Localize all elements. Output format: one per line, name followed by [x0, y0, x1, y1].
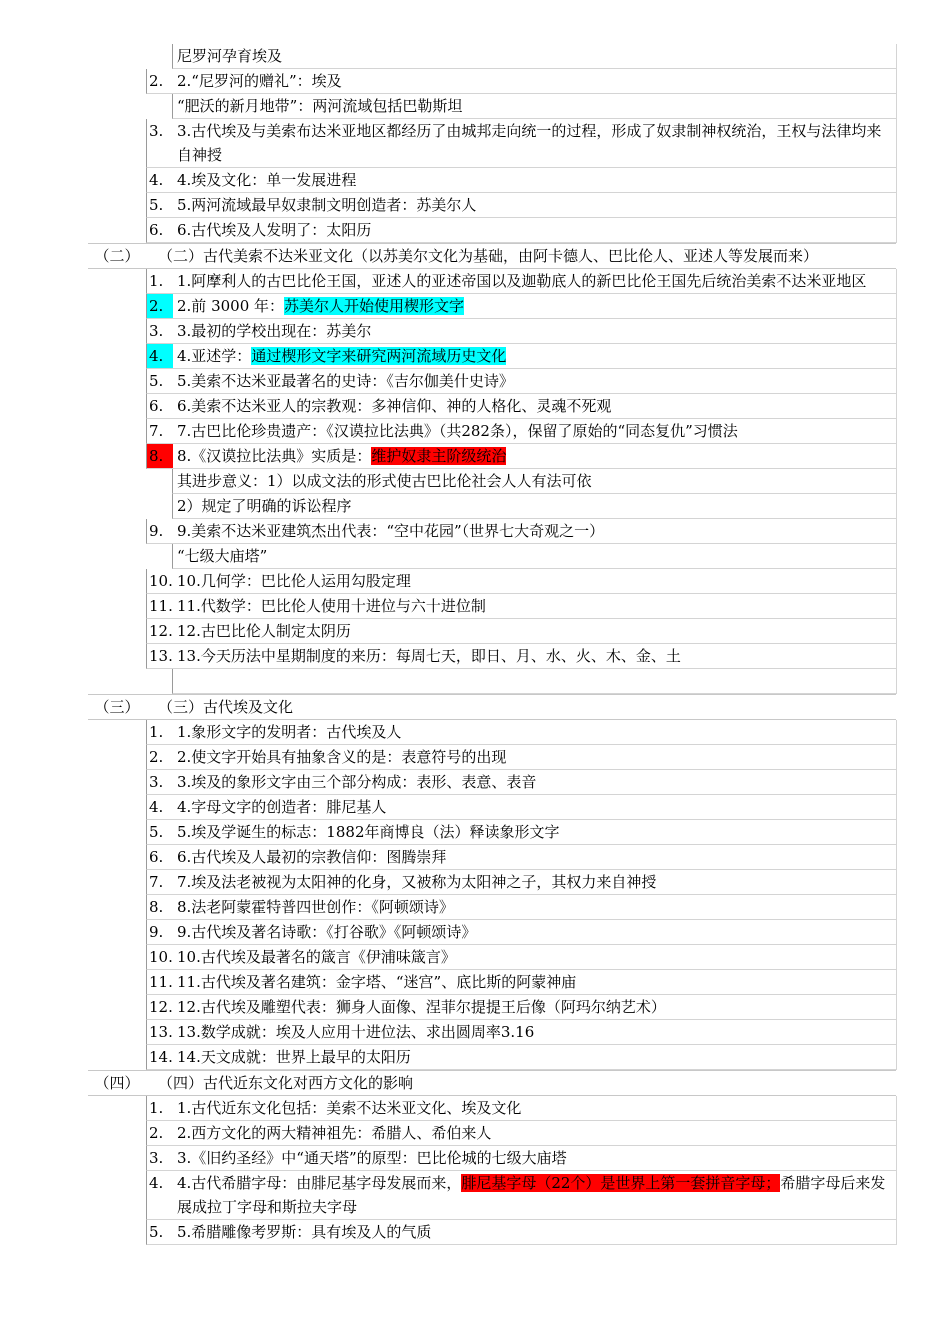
- item-text: 6.美索不达米亚人的宗教观：多神信仰、神的人格化、灵魂不死观: [177, 397, 612, 415]
- item-text: 7.古巴比伦珍贵遗产：《汉谟拉比法典》（共282条），保留了原始的“同态复仇”习惯法: [177, 422, 738, 440]
- item-number: 8.: [147, 444, 173, 468]
- list-item: [146, 269, 897, 294]
- list-item: [146, 1171, 897, 1220]
- item-number: 6.: [149, 221, 164, 239]
- item-text-lead: 4.古代希腊字母：由腓尼基字母发展而来，: [177, 1174, 462, 1192]
- item-number: 1.: [149, 272, 164, 290]
- item-number: 4.: [149, 1174, 164, 1192]
- item-number: 3.: [149, 1149, 164, 1167]
- item-number: 11.: [149, 973, 173, 991]
- list-item: [146, 319, 897, 344]
- list-item: [146, 619, 897, 644]
- item-text: 8.法老阿蒙霍特普四世创作：《阿顿颂诗》: [177, 898, 454, 916]
- item-number: 2.: [147, 294, 173, 318]
- highlighted-text: 通过楔形文字来研究两河流域历史文化: [251, 347, 507, 365]
- item-number: 4.: [147, 344, 173, 368]
- item-text: 2.西方文化的两大精神祖先：希腊人、希伯来人: [177, 1124, 492, 1142]
- item-number: 7.: [149, 422, 164, 440]
- item-number: 6.: [149, 848, 164, 866]
- item-number: 4.: [149, 798, 164, 816]
- item-number: 2.: [149, 1124, 164, 1142]
- section-number: （四）: [94, 1074, 140, 1092]
- item-number: 3.: [149, 122, 164, 140]
- list-item: [146, 795, 897, 820]
- highlighted-text: 腓尼基字母（22个）是世界上第一套拼音字母；: [461, 1174, 781, 1192]
- item-number: 8.: [149, 898, 164, 916]
- item-number: 7.: [149, 873, 164, 891]
- item-text: 2.“尼罗河的赠礼”：埃及: [177, 72, 342, 90]
- item-text-lead: 2.前 3000 年：: [177, 297, 285, 315]
- item-number: 11.: [149, 597, 173, 615]
- item-text: “肥沃的新月地带”：两河流域包括巴勒斯坦: [177, 97, 463, 115]
- list-item: [146, 895, 897, 920]
- item-text: 14.天文成就：世界上最早的太阳历: [177, 1048, 411, 1066]
- item-text: 其进步意义：1）以成文法的形式使古巴比伦社会人人有法可依: [177, 472, 592, 490]
- item-text: 12.古巴比伦人制定太阴历: [177, 622, 351, 640]
- item-number: 1.: [149, 723, 164, 741]
- continuation-row: [172, 94, 897, 119]
- list-item: [146, 419, 897, 444]
- list-item: [146, 394, 897, 419]
- section-title: （三）古代埃及文化: [158, 698, 294, 716]
- list-item: [146, 369, 897, 394]
- continuation-row: [172, 544, 897, 569]
- item-number: 3.: [149, 773, 164, 791]
- item-number: 5.: [149, 372, 164, 390]
- list-item: [146, 444, 897, 469]
- item-text: 5.埃及学诞生的标志：1882年商博良（法）释读象形文字: [177, 823, 560, 841]
- list-item: [146, 1020, 897, 1045]
- list-item: [146, 119, 897, 168]
- list-item: [146, 870, 897, 895]
- list-item: [146, 770, 897, 795]
- list-item: [146, 294, 897, 319]
- item-text: 2）规定了明确的诉讼程序: [177, 497, 352, 515]
- list-item: [146, 995, 897, 1020]
- item-text: [175, 1171, 896, 1219]
- item-text: 5.两河流域最早奴隶制文明创造者：苏美尔人: [177, 196, 477, 214]
- list-item: [146, 69, 897, 94]
- item-text: 4.字母文字的创造者：腓尼基人: [177, 798, 387, 816]
- list-item: [146, 644, 897, 669]
- item-number: 10.: [149, 948, 173, 966]
- item-number: 4.: [149, 171, 164, 189]
- list-item: [146, 820, 897, 845]
- item-text: 12.古代埃及雕塑代表：狮身人面像、涅菲尔提提王后像（阿玛尔纳艺术）: [177, 998, 666, 1016]
- section-list: [88, 720, 896, 1070]
- blank-row: [172, 669, 897, 694]
- section-heading: [88, 243, 896, 269]
- section-title: （四）古代近东文化对西方文化的影响: [158, 1074, 414, 1092]
- item-number: 1.: [149, 1099, 164, 1117]
- item-text: 3.古代埃及与美索布达米亚地区都经历了由城邦走向统一的过程，形成了奴隶制神权统治，王权与法律均来自神授: [177, 122, 882, 164]
- item-text-lead: 8.《汉谟拉比法典》实质是：: [177, 447, 372, 465]
- item-text: 3.最初的学校出现在：苏美尔: [177, 322, 372, 340]
- item-text: 11.古代埃及著名建筑：金字塔、“迷宫”、底比斯的阿蒙神庙: [177, 973, 577, 991]
- item-number: 6.: [149, 397, 164, 415]
- list-item: [146, 1096, 897, 1121]
- list-item: [146, 168, 897, 193]
- item-text: 1.古代近东文化包括：美索不达米亚文化、埃及文化: [177, 1099, 522, 1117]
- list-item: [146, 218, 897, 243]
- item-text: 13.今天历法中星期制度的来历：每周七天，即日、月、水、火、木、金、土: [177, 647, 681, 665]
- item-text: “七级大庙塔”: [177, 547, 268, 565]
- section-number: （二）: [94, 247, 140, 265]
- item-text: 5.希腊雕像考罗斯：具有埃及人的气质: [177, 1223, 432, 1241]
- section-number: （三）: [94, 698, 140, 716]
- list-item: [146, 519, 897, 544]
- item-text: 13.数学成就：埃及人应用十进位法、求出圆周率3.16: [177, 1023, 535, 1041]
- list-item: [146, 970, 897, 995]
- item-text: 5.美索不达米亚最著名的史诗：《吉尔伽美什史诗》: [177, 372, 514, 390]
- list-item: [146, 193, 897, 218]
- list-item: [146, 344, 897, 369]
- item-text-lead: 4.亚述学：: [177, 347, 252, 365]
- continuation-row: [172, 469, 897, 494]
- item-text: 9.古代埃及著名诗歌：《打谷歌》《阿顿颂诗》: [177, 923, 477, 941]
- list-item: [146, 594, 897, 619]
- item-text: 3.《旧约圣经》中“通天塔”的原型：巴比伦城的七级大庙塔: [177, 1149, 567, 1167]
- item-number: 2.: [149, 748, 164, 766]
- item-text: 3.埃及的象形文字由三个部分构成：表形、表意、表音: [177, 773, 537, 791]
- list-item: [146, 845, 897, 870]
- section-title: （二）古代美索不达米亚文化（以苏美尔文化为基础，由阿卡德人、巴比伦人、亚述人等发展而来）: [158, 247, 819, 265]
- highlighted-text: 苏美尔人开始使用楔形文字: [284, 297, 465, 315]
- item-text: [175, 344, 896, 368]
- item-number: 14.: [149, 1048, 173, 1066]
- list-item: [146, 1146, 897, 1171]
- section-heading: [88, 694, 896, 720]
- item-number: 10.: [149, 572, 173, 590]
- item-text: 6.古代埃及人发明了：太阳历: [177, 221, 372, 239]
- item-text: 7.埃及法老被视为太阳神的化身，又被称为太阳神之子，其权力来自神授: [177, 873, 657, 891]
- item-text: 9.美索不达米亚建筑杰出代表：“空中花园”（世界七大奇观之一）: [177, 522, 605, 540]
- list-item: [146, 1121, 897, 1146]
- highlighted-text: 维护奴隶主阶级统治: [371, 447, 507, 465]
- item-number: 13.: [149, 1023, 173, 1041]
- section-heading: [88, 1070, 896, 1096]
- item-text: [175, 294, 896, 318]
- item-text: 2.使文字开始具有抽象含义的是：表意符号的出现: [177, 748, 507, 766]
- item-number: 2.: [149, 72, 164, 90]
- item-number: 3.: [149, 322, 164, 340]
- list-item: [146, 745, 897, 770]
- item-text: 10.古代埃及最著名的箴言《伊浦味箴言》: [177, 948, 456, 966]
- list-item: [146, 945, 897, 970]
- list-item: [146, 920, 897, 945]
- item-text: 4.埃及文化：单一发展进程: [177, 171, 357, 189]
- document: [88, 44, 896, 1245]
- item-text: [175, 444, 896, 468]
- item-number: 12.: [149, 998, 173, 1016]
- item-number: 9.: [149, 923, 164, 941]
- continuation-row: [172, 44, 897, 69]
- list-item: [146, 1220, 897, 1245]
- item-number: 5.: [149, 823, 164, 841]
- item-number: 12.: [149, 622, 173, 640]
- item-number: 9.: [149, 522, 164, 540]
- item-text: 6.古代埃及人最初的宗教信仰：图腾崇拜: [177, 848, 447, 866]
- item-text: 尼罗河孕育埃及: [177, 47, 283, 65]
- list-item: [146, 569, 897, 594]
- item-text: 10.几何学：巴比伦人运用勾股定理: [177, 572, 411, 590]
- list-item: [146, 720, 897, 745]
- item-text: 11.代数学：巴比伦人使用十进位与六十进位制: [177, 597, 486, 615]
- list-item: [146, 1045, 897, 1070]
- item-number: 13.: [149, 647, 173, 665]
- continuation-row: [172, 494, 897, 519]
- item-number: 5.: [149, 196, 164, 214]
- item-text-tail: 希腊字母后来发展成拉丁字母和斯拉夫字母: [177, 1174, 886, 1216]
- item-number: 5.: [149, 1223, 164, 1241]
- item-text: 1.阿摩利人的古巴比伦王国，亚述人的亚述帝国以及迦勒底人的新巴比伦王国先后统治美索不达米亚地区: [177, 272, 867, 290]
- item-text: 1.象形文字的发明者：古代埃及人: [177, 723, 402, 741]
